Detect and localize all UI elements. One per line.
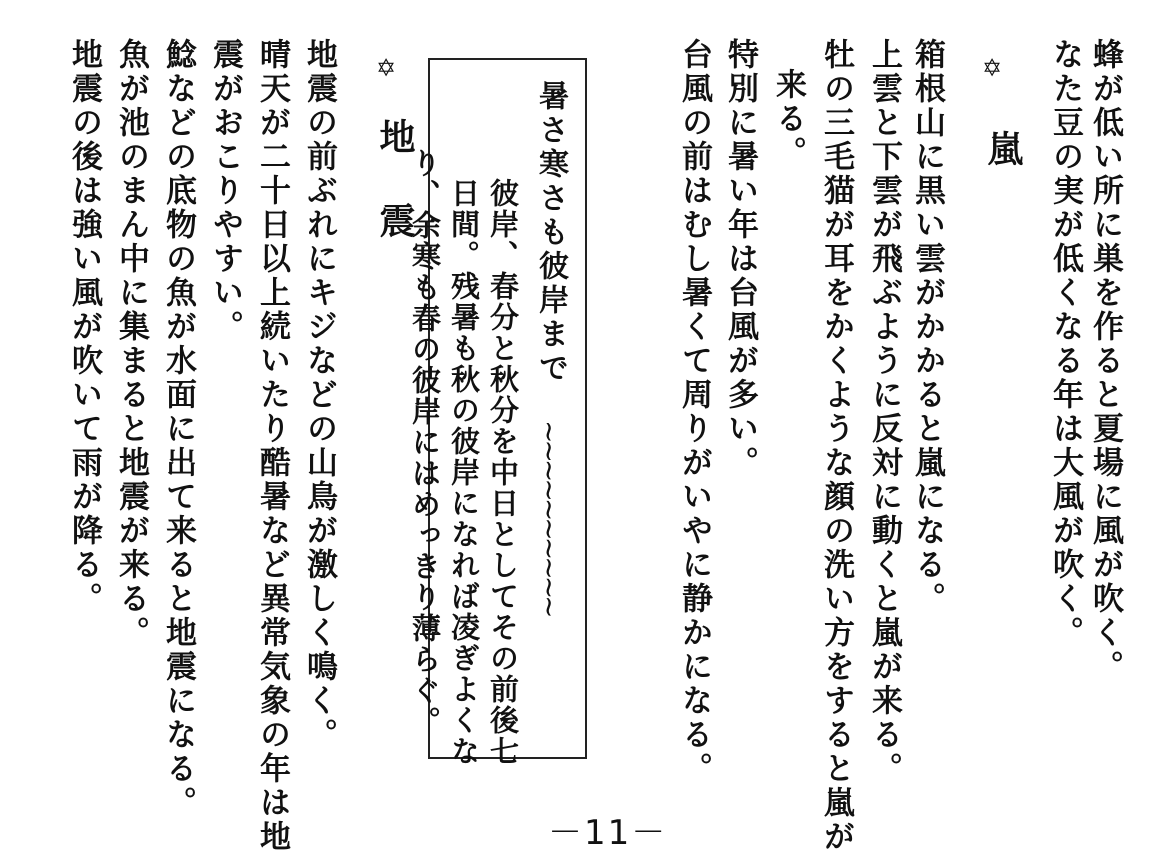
text-line: なた豆の実が低くなる年は大風が吹く。 <box>1047 38 1083 650</box>
text-line: 魚が池のまん中に集まると地震が来る。 <box>113 38 149 650</box>
wavy-underline: ~~~~~~~~~~ <box>533 420 566 615</box>
text-line: 来る。 <box>770 68 806 170</box>
section-heading-jishin: 地震 <box>374 118 416 286</box>
star-icon: ✡ <box>982 54 1003 82</box>
box-text-line: 日間。残暑も秋の彼岸になれば凌ぎよくな <box>447 178 481 767</box>
text-line: 晴天が二十日以上続いたり酷暑など異常気象の年は地 <box>254 38 290 854</box>
text-line: 地震の後は強い風が吹いて雨が降る。 <box>66 38 102 616</box>
text-line: 台風の前はむし暑くて周りがいやに静かになる。 <box>676 38 712 786</box>
proverb-box <box>408 58 587 767</box>
box-text-line: 彼岸、春分と秋分を中日としてその前後七 <box>486 178 520 767</box>
text-line: 鯰などの底物の魚が水面に出て来ると地震になる。 <box>160 38 196 820</box>
text-line: 上雲と下雲が飛ぶように反対に動くと嵐が来る。 <box>866 38 902 786</box>
text-line: 震がおこりやすい。 <box>207 38 243 344</box>
text-line: 牡の三毛猫が耳をかくような顔の洗い方をすると嵐が <box>818 38 854 854</box>
text-line: 箱根山に黒い雲がかかると嵐になる。 <box>909 38 945 616</box>
text-line: 蜂が低い所に巣を作ると夏場に風が吹く。 <box>1087 38 1123 684</box>
star-icon: ✡ <box>376 54 397 82</box>
section-heading-arashi: 嵐 <box>982 130 1024 166</box>
text-line: 地震の前ぶれにキジなどの山鳥が激しく鳴く。 <box>301 38 337 752</box>
page-number: －11－ <box>548 813 668 853</box>
text-line: 特別に暑い年は台風が多い。 <box>722 38 758 480</box>
box-text-line: り、余寒も春の彼岸にはめっきり薄らぐ。 <box>408 148 442 737</box>
proverb-title: 暑さ寒さも彼岸まで <box>533 80 568 386</box>
